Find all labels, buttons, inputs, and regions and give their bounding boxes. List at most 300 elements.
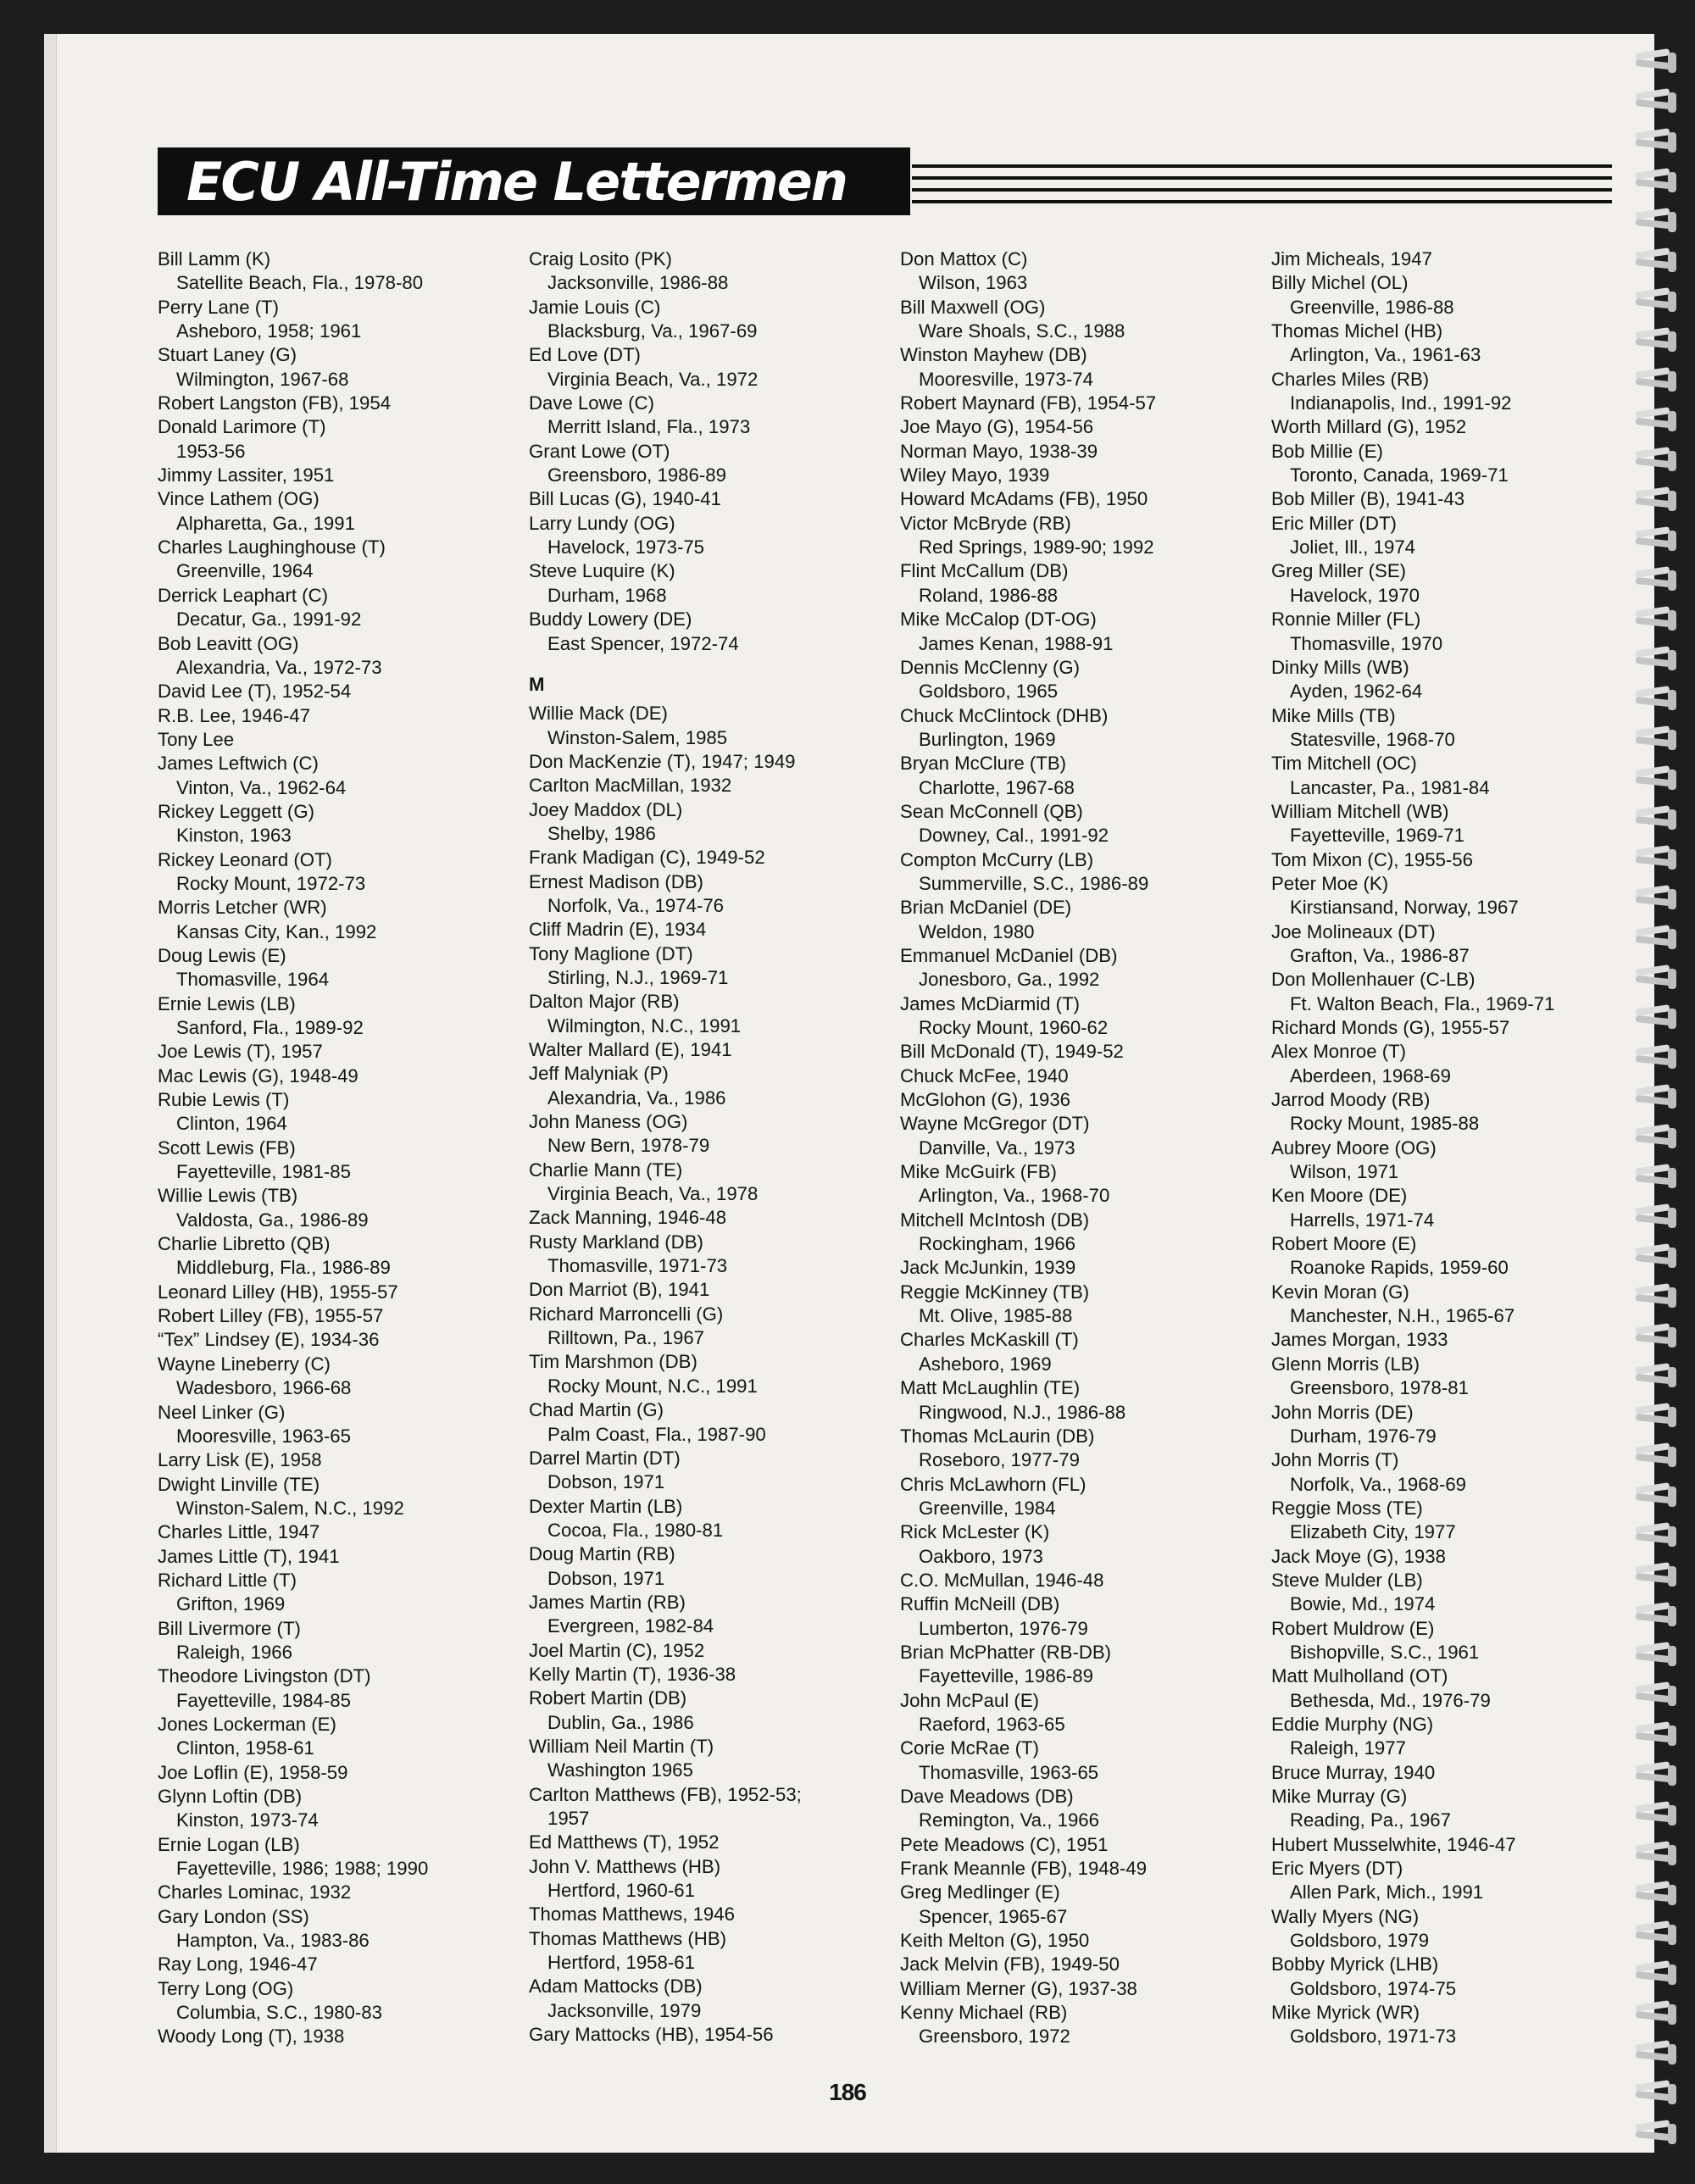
binding-coil <box>1636 688 1683 714</box>
title-rule <box>912 164 1612 168</box>
letterman-entry <box>158 1569 524 1617</box>
letterman-hometown-years: Shelby, 1986 <box>547 822 656 844</box>
letterman-name: Ernie Lewis (LB) <box>158 992 296 1014</box>
letterman-name: Tony Maglione (DT) <box>529 942 693 964</box>
letterman-hometown-years: Roseboro, 1977-79 <box>919 1449 1080 1471</box>
letterman-entry <box>158 1617 524 1665</box>
letterman-name: Joe Molineaux (DT) <box>1271 920 1436 942</box>
letterman-column-2 <box>529 247 895 2047</box>
letterman-entry <box>1271 1857 1637 1905</box>
letterman-entry <box>529 1831 895 1854</box>
letterman-entry <box>1271 2001 1637 2049</box>
letterman-entry <box>900 1209 1266 1257</box>
letterman-name: Bob Leavitt (OG) <box>158 632 299 654</box>
letterman-entry <box>900 1112 1266 1160</box>
letterman-name: Joel Martin (C), 1952 <box>529 1639 705 1661</box>
letterman-hometown-years: Havelock, 1973-75 <box>547 536 705 559</box>
letterman-entry <box>529 1278 895 1302</box>
letterman-entry <box>529 702 895 750</box>
letterman-entry <box>900 752 1266 800</box>
section-letter: M <box>529 673 545 695</box>
letterman-hometown-years: Sanford, Fla., 1989-92 <box>176 1017 364 1038</box>
letterman-hometown-years: Asheboro, 1958; 1961 <box>176 320 362 342</box>
letterman-hometown-years: Oakboro, 1973 <box>919 1545 1043 1567</box>
letterman-entry <box>1271 1353 1637 1401</box>
letterman-name: Craig Losito (PK) <box>529 248 672 270</box>
letterman-entry <box>900 944 1266 992</box>
binding-coil <box>1636 250 1683 275</box>
letterman-name: Tim Mitchell (OC) <box>1271 753 1417 775</box>
binding-coil <box>1636 1286 1683 1311</box>
letterman-hometown-years: Evergreen, 1982-84 <box>547 1615 714 1637</box>
letterman-name: Charlie Mann (TE) <box>529 1159 683 1181</box>
letterman-name: Dwight Linville (TE) <box>158 1473 320 1495</box>
letterman-entry <box>1271 968 1637 1016</box>
letterman-hometown-years: Bethesda, Md., 1976-79 <box>1290 1689 1491 1711</box>
letterman-entry <box>529 1542 895 1591</box>
binding-coil <box>1636 409 1683 435</box>
letterman-name: Chad Martin (G) <box>529 1399 664 1421</box>
letterman-hometown-years: Lancaster, Pa., 1981-84 <box>1290 776 1490 798</box>
binding-coil <box>1636 1485 1683 1510</box>
letterman-name: Sean McConnell (QB) <box>900 800 1083 822</box>
letterman-hometown-years: James Kenan, 1988-91 <box>919 632 1114 654</box>
letterman-entry <box>529 870 895 919</box>
letterman-hometown-years: Kinston, 1973-74 <box>176 1809 319 1831</box>
binding-coil <box>1636 2082 1683 2108</box>
letterman-column-4 <box>1271 247 1637 2049</box>
letterman-entry <box>158 296 524 344</box>
letterman-hometown-years: Rocky Mount, N.C., 1991 <box>547 1375 758 1397</box>
letterman-entry <box>158 992 524 1041</box>
letterman-entry <box>900 1857 1266 1881</box>
letterman-name: Tony Lee <box>158 728 235 750</box>
letterman-entry <box>529 1903 895 1926</box>
binding-coil <box>1636 1246 1683 1271</box>
binding-coil <box>1636 1126 1683 1152</box>
letterman-name: R.B. Lee, 1946-47 <box>158 704 311 726</box>
letterman-hometown-years: Manchester, N.H., 1965-67 <box>1290 1305 1515 1327</box>
letterman-entry <box>900 392 1266 415</box>
letterman-entry <box>900 1592 1266 1641</box>
letterman-name: McGlohon (G), 1936 <box>900 1089 1071 1111</box>
letterman-entry <box>529 559 895 608</box>
letterman-entry <box>1271 656 1637 704</box>
binding-coil <box>1636 170 1683 196</box>
letterman-name: Grant Lowe (OT) <box>529 440 670 462</box>
letterman-name: Perry Lane (T) <box>158 296 280 318</box>
letterman-entry <box>1271 440 1637 488</box>
letterman-entry <box>529 1038 895 1062</box>
letterman-entry <box>158 752 524 800</box>
letterman-entry <box>158 1977 524 2026</box>
letterman-hometown-years: Columbia, S.C., 1980-83 <box>176 2002 382 2024</box>
letterman-hometown-years: Goldsboro, 1965 <box>919 681 1059 703</box>
letterman-name: Darrel Martin (DT) <box>529 1447 681 1469</box>
letterman-entry <box>158 1881 524 1904</box>
binding-coil <box>1636 449 1683 475</box>
letterman-hometown-years: Remington, Va., 1966 <box>919 1809 1099 1831</box>
letterman-hometown-years: Goldsboro, 1974-75 <box>1290 1977 1457 1999</box>
letterman-entry <box>529 1855 895 1903</box>
letterman-entry <box>900 512 1266 560</box>
letterman-entry <box>1271 1569 1637 1617</box>
letterman-entry <box>529 942 895 991</box>
letterman-name: Wayne McGregor (DT) <box>900 1113 1090 1135</box>
binding-coil <box>1636 1684 1683 1709</box>
letterman-name: Ronnie Miller (FL) <box>1271 609 1421 631</box>
letterman-entry <box>529 1447 895 1495</box>
letterman-name: Thomas McLaurin (DB) <box>900 1425 1095 1447</box>
letterman-hometown-years: Aberdeen, 1968-69 <box>1290 1064 1451 1086</box>
letterman-hometown-years: Greensboro, 1978-81 <box>1290 1377 1469 1399</box>
letterman-name: Derrick Leaphart (C) <box>158 584 328 606</box>
letterman-name: Rickey Leonard (OT) <box>158 848 332 870</box>
letterman-name: John V. Matthews (HB) <box>529 1855 721 1877</box>
title-banner <box>158 147 910 215</box>
letterman-name: Robert Langston (FB), 1954 <box>158 392 392 414</box>
letterman-hometown-years: Ft. Walton Beach, Fla., 1969-71 <box>1290 992 1555 1014</box>
letterman-name: Terry Long (OG) <box>158 1977 294 1999</box>
letterman-hometown-years: Merritt Island, Fla., 1973 <box>547 416 751 438</box>
letterman-name: Richard Little (T) <box>158 1569 297 1591</box>
letterman-name: John Morris (DE) <box>1271 1401 1414 1423</box>
letterman-entry <box>900 1929 1266 1953</box>
letterman-name: Joe Mayo (G), 1954-56 <box>900 416 1094 438</box>
letterman-name: Keith Melton (G), 1950 <box>900 1930 1090 1952</box>
letterman-name: David Lee (T), 1952-54 <box>158 681 352 703</box>
letterman-entry <box>158 728 524 752</box>
letterman-name: Robert Moore (E) <box>1271 1233 1417 1255</box>
letterman-hometown-years: Fayetteville, 1984-85 <box>176 1689 351 1711</box>
letterman-name: Bill Lamm (K) <box>158 248 271 270</box>
letterman-hometown-years: Kinston, 1963 <box>176 825 292 847</box>
letterman-entry <box>529 296 895 344</box>
letterman-entry <box>529 1663 895 1687</box>
letterman-entry <box>900 1737 1266 1785</box>
letterman-name: Ruffin McNeill (DB) <box>900 1593 1060 1615</box>
letterman-name: Kevin Moran (G) <box>1271 1281 1409 1303</box>
letterman-entry <box>900 704 1266 753</box>
letterman-entry <box>158 415 524 464</box>
letterman-entry <box>900 2001 1266 2049</box>
letterman-hometown-years: Fayetteville, 1986-89 <box>919 1665 1093 1687</box>
letterman-entry <box>158 704 524 728</box>
letterman-hometown-years: Joliet, Ill., 1974 <box>1290 536 1415 559</box>
letterman-name: Bob Millie (E) <box>1271 440 1383 462</box>
letterman-hometown-years: Cocoa, Fla., 1980-81 <box>547 1519 724 1541</box>
page-number: 186 <box>829 2079 866 2105</box>
letterman-name: Joe Lewis (T), 1957 <box>158 1041 323 1063</box>
letterman-hometown-years: Rocky Mount, 1972-73 <box>176 872 366 894</box>
letterman-hometown-years: Kirstiansand, Norway, 1967 <box>1290 897 1519 919</box>
letterman-name: Dexter Martin (LB) <box>529 1495 683 1517</box>
letterman-entry <box>158 1401 524 1449</box>
letterman-hometown-years: Summerville, S.C., 1986-89 <box>919 872 1149 894</box>
letterman-entry <box>529 1159 895 1207</box>
letterman-hometown-years: Roland, 1986-88 <box>919 584 1059 606</box>
letterman-entry <box>529 608 895 656</box>
letterman-name: Tim Marshmon (DB) <box>529 1351 697 1373</box>
binding-coil <box>1636 1525 1683 1550</box>
letterman-hometown-years: Greensboro, 1972 <box>919 2026 1070 2048</box>
letterman-entry <box>900 1473 1266 1521</box>
letterman-entry <box>158 1545 524 1569</box>
letterman-name: Ray Long, 1946-47 <box>158 1953 318 1976</box>
letterman-name: Greg Medlinger (E) <box>900 1881 1060 1903</box>
letterman-entry <box>900 1641 1266 1689</box>
binding-coil <box>1636 2003 1683 2028</box>
letterman-entry <box>1271 920 1637 969</box>
letterman-entry <box>158 464 524 487</box>
letterman-entry <box>158 1304 524 1328</box>
letterman-name: Bill Lucas (G), 1940-41 <box>529 488 721 510</box>
letterman-entry <box>529 1398 895 1447</box>
letterman-entry <box>158 1473 524 1521</box>
binding-coil <box>1636 1883 1683 1909</box>
letterman-name: Steve Mulder (LB) <box>1271 1569 1423 1591</box>
letterman-entry <box>529 1206 895 1230</box>
letterman-entry <box>158 1785 524 1833</box>
letterman-entry <box>158 1328 524 1352</box>
letterman-entry <box>900 1881 1266 1929</box>
letterman-hometown-years: Dublin, Ga., 1986 <box>547 1711 694 1733</box>
letterman-hometown-years: Palm Coast, Fla., 1987-90 <box>547 1423 766 1445</box>
letterman-hometown-years: Grafton, Va., 1986-87 <box>1290 944 1470 966</box>
letterman-column-3 <box>900 247 1266 2049</box>
letterman-hometown-years: Toronto, Canada, 1969-71 <box>1290 464 1509 486</box>
letterman-entry <box>1271 368 1637 416</box>
letterman-name: Charles Lominac, 1932 <box>158 1881 352 1903</box>
letterman-hometown-years: Greenville, 1984 <box>919 1497 1056 1519</box>
letterman-hometown-years: Alexandria, Va., 1972-73 <box>176 656 382 678</box>
letterman-name: Richard Monds (G), 1955-57 <box>1271 1017 1510 1038</box>
letterman-entry <box>158 1088 524 1136</box>
title-rule <box>912 200 1612 203</box>
letterman-entry <box>1271 1761 1637 1785</box>
letterman-name: Hubert Musselwhite, 1946-47 <box>1271 1833 1516 1855</box>
letterman-name: Mike Murray (G) <box>1271 1786 1408 1807</box>
letterman-hometown-years: Clinton, 1964 <box>176 1113 287 1135</box>
letterman-hometown-years: Weldon, 1980 <box>919 920 1035 942</box>
binding-coil <box>1636 529 1683 554</box>
letterman-name: Bruce Murray, 1940 <box>1271 1761 1436 1783</box>
letterman-hometown-years: Elizabeth City, 1977 <box>1290 1521 1456 1543</box>
letterman-name: John Maness (OG) <box>529 1111 688 1133</box>
page-title: ECU All-Time Lettermen <box>186 151 847 213</box>
page-gutter <box>44 34 57 2153</box>
letterman-name: Mike Myrick (WR) <box>1271 2002 1420 2024</box>
letterman-entry <box>529 774 895 797</box>
binding-coil <box>1636 847 1683 873</box>
letterman-name: James McDiarmid (T) <box>900 992 1081 1014</box>
letterman-entry <box>1271 800 1637 848</box>
letterman-entry <box>1271 1905 1637 1953</box>
letterman-name: Jeff Malyniak (P) <box>529 1063 669 1085</box>
letterman-entry <box>1271 1136 1637 1185</box>
letterman-entry <box>1271 1497 1637 1545</box>
letterman-entry <box>900 1689 1266 1737</box>
letterman-hometown-years: Jonesboro, Ga., 1992 <box>919 969 1100 991</box>
letterman-name: Peter Moe (K) <box>1271 872 1389 894</box>
letterman-entry <box>529 1231 895 1279</box>
letterman-hometown-years: Greenville, 1964 <box>176 560 314 582</box>
letterman-hometown-years: Thomasville, 1963-65 <box>919 1761 1099 1783</box>
letterman-name: James Morgan, 1933 <box>1271 1329 1448 1351</box>
letterman-name: Bill Maxwell (OG) <box>900 296 1046 318</box>
letterman-name: Richard Marroncelli (G) <box>529 1303 724 1325</box>
letterman-entry <box>1271 415 1637 439</box>
letterman-name: Mike McGuirk (FB) <box>900 1161 1057 1183</box>
letterman-entry <box>1271 1545 1637 1569</box>
letterman-name: Dalton Major (RB) <box>529 991 680 1013</box>
letterman-entry <box>158 1448 524 1472</box>
letterman-name: Chuck McClintock (DHB) <box>900 704 1109 726</box>
letterman-name: Woody Long (T), 1938 <box>158 2026 345 2048</box>
letterman-name: Winston Mayhew (DB) <box>900 344 1087 366</box>
letterman-entry <box>1271 1016 1637 1040</box>
binding-coil <box>1636 808 1683 833</box>
letterman-hometown-years: Norfolk, Va., 1968-69 <box>1290 1473 1467 1495</box>
binding-coil <box>1636 1445 1683 1470</box>
letterman-entry <box>900 896 1266 944</box>
letterman-name: Donald Larimore (T) <box>158 416 326 438</box>
binding-coil <box>1636 330 1683 355</box>
letterman-hometown-years: Wadesboro, 1966-68 <box>176 1377 352 1399</box>
binding-coil <box>1636 1724 1683 1749</box>
letterman-name: Robert Lilley (FB), 1955-57 <box>158 1305 384 1327</box>
letterman-hometown-years: Thomasville, 1970 <box>1290 632 1443 654</box>
letterman-hometown-years: Rockingham, 1966 <box>919 1233 1076 1255</box>
letterman-hometown-years: Spencer, 1965-67 <box>919 1905 1068 1927</box>
letterman-hometown-years: 1953-56 <box>176 440 246 462</box>
letterman-name: Steve Luquire (K) <box>529 560 675 582</box>
letterman-name: Ernie Logan (LB) <box>158 1833 300 1855</box>
letterman-entry <box>158 1184 524 1232</box>
letterman-name: Ernest Madison (DB) <box>529 870 703 892</box>
letterman-entry <box>529 846 895 870</box>
letterman-entry <box>529 440 895 488</box>
letterman-hometown-years: Harrells, 1971-74 <box>1290 1209 1435 1231</box>
letterman-name: Norman Mayo, 1938-39 <box>900 440 1098 462</box>
letterman-name: William Merner (G), 1937-38 <box>900 1977 1137 1999</box>
letterman-name: Wiley Mayo, 1939 <box>900 464 1050 486</box>
binding-coil <box>1636 569 1683 594</box>
letterman-name: Thomas Michel (HB) <box>1271 320 1443 342</box>
letterman-entry <box>900 1040 1266 1064</box>
letterman-name: Adam Mattocks (DB) <box>529 1976 703 1998</box>
letterman-entry <box>529 1735 895 1783</box>
letterman-name: Eric Myers (DT) <box>1271 1858 1403 1880</box>
letterman-hometown-years: Bowie, Md., 1974 <box>1290 1593 1436 1615</box>
letterman-hometown-years: Grifton, 1969 <box>176 1593 286 1615</box>
letterman-hometown-years: Ayden, 1962-64 <box>1290 681 1423 703</box>
letterman-hometown-years: Mooresville, 1973-74 <box>919 368 1093 390</box>
letterman-name: Tom Mixon (C), 1955-56 <box>1271 848 1473 870</box>
letterman-entry <box>900 1977 1266 2001</box>
letterman-entry <box>1271 1448 1637 1497</box>
letterman-entry <box>900 656 1266 704</box>
letterman-entry <box>529 1495 895 1543</box>
letterman-entry <box>1271 1664 1637 1713</box>
letterman-name: Robert Muldrow (E) <box>1271 1617 1435 1639</box>
binding-coil <box>1636 1963 1683 1988</box>
letterman-entry <box>1271 1401 1637 1449</box>
letterman-name: Jim Micheals, 1947 <box>1271 248 1432 270</box>
letterman-name: Walter Mallard (E), 1941 <box>529 1039 732 1060</box>
letterman-entry <box>529 1639 895 1663</box>
letterman-entry <box>900 1569 1266 1592</box>
binding-coil <box>1636 887 1683 913</box>
letterman-hometown-years: Raleigh, 1977 <box>1290 1737 1406 1759</box>
binding-coil <box>1636 290 1683 315</box>
letterman-name: Reggie Moss (TE) <box>1271 1497 1423 1519</box>
letterman-entry <box>1271 1953 1637 2001</box>
binding-coil <box>1636 1365 1683 1391</box>
binding-coil <box>1636 768 1683 793</box>
letterman-name: Jack McJunkin, 1939 <box>900 1257 1076 1279</box>
letterman-hometown-years: Goldsboro, 1979 <box>1290 1930 1430 1952</box>
letterman-hometown-years: New Bern, 1978-79 <box>547 1135 710 1157</box>
letterman-entry <box>900 1785 1266 1833</box>
letterman-entry <box>529 2023 895 2047</box>
letterman-hometown-years: Fayetteville, 1986; 1988; 1990 <box>176 1858 429 1880</box>
letterman-entry <box>900 1328 1266 1376</box>
letterman-entry <box>1271 608 1637 656</box>
letterman-name: Chuck McFee, 1940 <box>900 1064 1069 1086</box>
letterman-entry <box>1271 1617 1637 1665</box>
binding-coil <box>1636 609 1683 634</box>
letterman-entry <box>529 1110 895 1159</box>
letterman-name: Greg Miller (SE) <box>1271 560 1407 582</box>
letterman-name: Theodore Livingston (DT) <box>158 1665 371 1687</box>
letterman-name: Reggie McKinney (TB) <box>900 1281 1090 1303</box>
letterman-name: Pete Meadows (C), 1951 <box>900 1833 1109 1855</box>
title-rule <box>912 188 1612 192</box>
letterman-hometown-years: Hertford, 1958-61 <box>547 1952 695 1974</box>
letterman-hometown-years: East Spencer, 1972-74 <box>547 632 739 654</box>
letterman-hometown-years: Thomasville, 1971-73 <box>547 1255 728 1277</box>
letterman-entry <box>529 918 895 942</box>
letterman-entry <box>158 1353 524 1401</box>
letterman-name: Bill McDonald (T), 1949-52 <box>900 1041 1124 1063</box>
letterman-name: “Tex” Lindsey (E), 1934-36 <box>158 1329 380 1351</box>
letterman-name: Brian McPhatter (RB-DB) <box>900 1641 1112 1663</box>
letterman-hometown-years: Norfolk, Va., 1974-76 <box>547 894 725 916</box>
letterman-name: Bill Livermore (T) <box>158 1617 301 1639</box>
letterman-hometown-years: Jacksonville, 1979 <box>547 1999 702 2021</box>
letterman-entry <box>900 1833 1266 1857</box>
letterman-entry <box>900 440 1266 464</box>
binding-coil <box>1636 1923 1683 1948</box>
letterman-name: Victor McBryde (RB) <box>900 512 1071 534</box>
letterman-name: Aubrey Moore (OG) <box>1271 1136 1437 1159</box>
letterman-hometown-years: Raleigh, 1966 <box>176 1641 292 1663</box>
letterman-name: Don Mollenhauer (C-LB) <box>1271 969 1475 991</box>
letterman-entry <box>529 512 895 560</box>
letterman-hometown-years: Virginia Beach, Va., 1978 <box>547 1183 759 1205</box>
letterman-entry <box>158 1905 524 1953</box>
letterman-name: Mike Mills (TB) <box>1271 704 1396 726</box>
letterman-name: Charles Little, 1947 <box>158 1521 320 1543</box>
letterman-entry <box>529 343 895 392</box>
letterman-hometown-years: Vinton, Va., 1962-64 <box>176 776 347 798</box>
letterman-entry <box>529 1687 895 1735</box>
letterman-entry <box>529 1975 895 2023</box>
letterman-hometown-years: Wilson, 1971 <box>1290 1161 1399 1183</box>
letterman-name: John McPaul (E) <box>900 1689 1040 1711</box>
binding-coil <box>1636 1764 1683 1789</box>
